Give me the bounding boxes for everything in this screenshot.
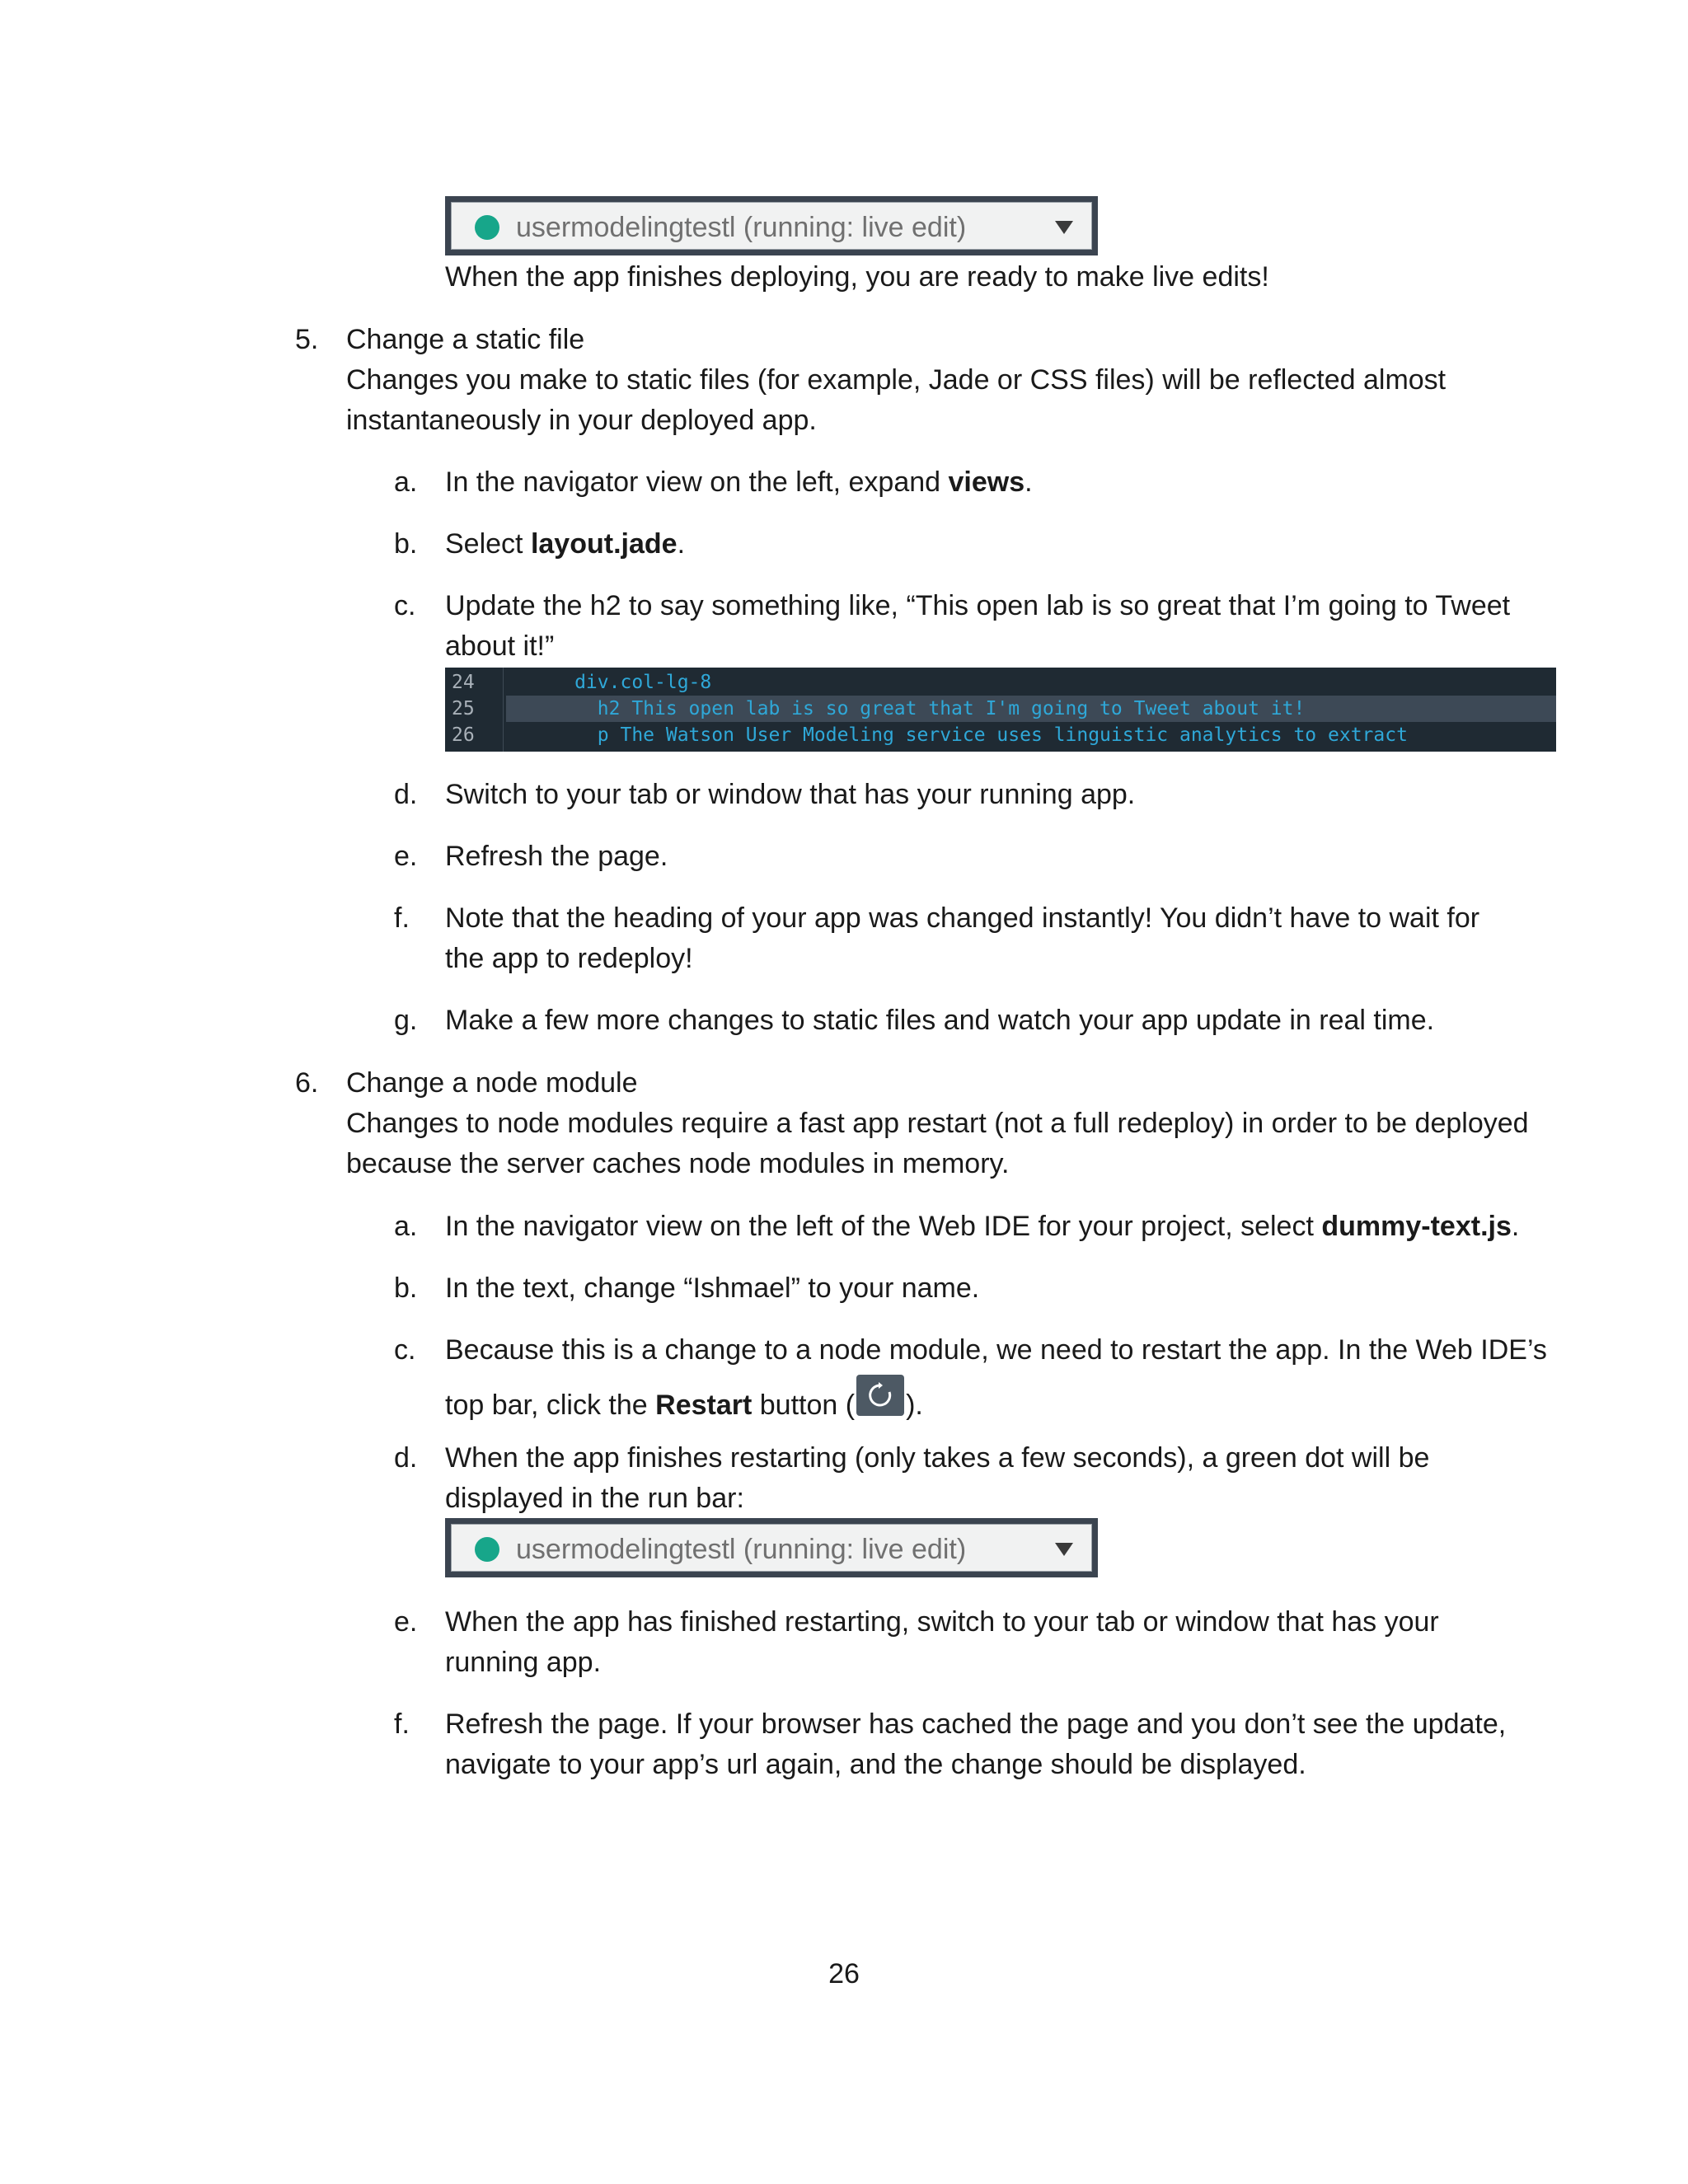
run-bar-bottom[interactable] [445,1518,1098,1577]
status-dot-icon [475,1537,499,1562]
step-6b-text: In the text, change “Ishmael” to your name. [445,1272,980,1304]
intro-text: When the app finishes deploying, you are ready to make live edits! [445,261,1269,293]
step-6-title: Change a node module [346,1067,638,1099]
code-line: div.col-lg-8 [506,672,712,693]
step-5g-text: Make a few more changes to static files and watch your app update in real time. [445,1005,1435,1036]
step-6c-letter: c. [394,1334,416,1366]
code-line: p The Watson User Modeling service uses linguistic analytics to extract [506,724,1408,746]
step-5c-letter: c. [394,590,416,621]
step-5b-letter: b. [394,528,418,560]
run-bar-select[interactable] [451,1524,1092,1572]
step-6f-line-2: navigate to your app’s url again, and the change should be displayed. [445,1749,1306,1780]
step-6e-line-1: When the app has finished restarting, switch to your tab or window that has your [445,1606,1439,1638]
line-number: 26 [452,724,475,746]
step-6-number: 6. [295,1067,319,1099]
step-6c-line-2: top bar, click the Restart button ( ). [445,1375,923,1425]
step-5f-line-1: Note that the heading of your app was changed instantly! You didn’t have to wait for [445,902,1480,934]
line-number-gutter [445,668,504,752]
step-6a-text: In the navigator view on the left of the Web IDE for your project, select dummy-text.js. [445,1211,1520,1242]
restart-icon[interactable] [856,1375,904,1416]
step-6-desc-2: because the server caches node modules in memory. [346,1148,1010,1179]
line-number: 25 [452,698,475,719]
dummy-text-js-label: dummy-text.js [1321,1211,1512,1242]
step-6-desc-1: Changes to node modules require a fast app restart (not a full redeploy) in order to be deployed [346,1108,1529,1139]
step-5c-line-2: about it!” [445,630,555,662]
code-editor-snippet [445,668,1556,752]
run-bar-label: usermodelingtestl (running: live edit) [516,1534,967,1565]
status-dot-icon [475,215,499,240]
step-5-number: 5. [295,324,319,355]
step-5e-letter: e. [394,841,418,872]
step-6f-letter: f. [394,1708,410,1740]
step-6a-letter: a. [394,1211,418,1242]
code-line-highlighted: h2 This open lab is so great that I'm going to Tweet about it! [506,696,1556,722]
step-6d-line-1: When the app finishes restarting (only takes a few seconds), a green dot will be [445,1442,1430,1474]
restart-label: Restart [655,1390,753,1421]
step-5-desc-1: Changes you make to static files (for example, Jade or CSS files) will be reflected almost [346,364,1447,396]
step-5a-text: In the navigator view on the left, expand views. [445,466,1033,498]
views-label: views [948,466,1025,498]
step-5b-text: Select layout.jade. [445,528,686,560]
step-6b-letter: b. [394,1272,418,1304]
step-5g-letter: g. [394,1005,418,1036]
step-6d-line-2: displayed in the run bar: [445,1483,744,1514]
run-bar-select[interactable] [451,202,1092,250]
page-number: 26 [828,1958,860,1990]
step-5d-text: Switch to your tab or window that has your running app. [445,779,1136,810]
step-5f-line-2: the app to redeploy! [445,943,693,974]
step-6d-letter: d. [394,1442,418,1474]
step-6c-line-1: Because this is a change to a node module, we need to restart the app. In the Web IDE’s [445,1334,1547,1366]
step-5d-letter: d. [394,779,418,810]
step-5e-text: Refresh the page. [445,841,668,872]
step-5f-letter: f. [394,902,410,934]
chevron-down-icon[interactable] [1055,221,1073,234]
step-5-title: Change a static file [346,324,585,355]
run-bar-top[interactable] [445,196,1098,255]
step-6e-letter: e. [394,1606,418,1638]
step-5a-letter: a. [394,466,418,498]
chevron-down-icon[interactable] [1055,1543,1073,1556]
run-bar-label: usermodelingtestl (running: live edit) [516,212,967,243]
step-6f-line-1: Refresh the page. If your browser has cached the page and you don’t see the update, [445,1708,1507,1740]
step-6e-line-2: running app. [445,1647,602,1678]
layout-jade-label: layout.jade [530,528,678,560]
step-5-desc-2: instantaneously in your deployed app. [346,405,817,436]
step-5c-line-1: Update the h2 to say something like, “This open lab is so great that I’m going to Tweet [445,590,1511,621]
line-number: 24 [452,672,475,693]
